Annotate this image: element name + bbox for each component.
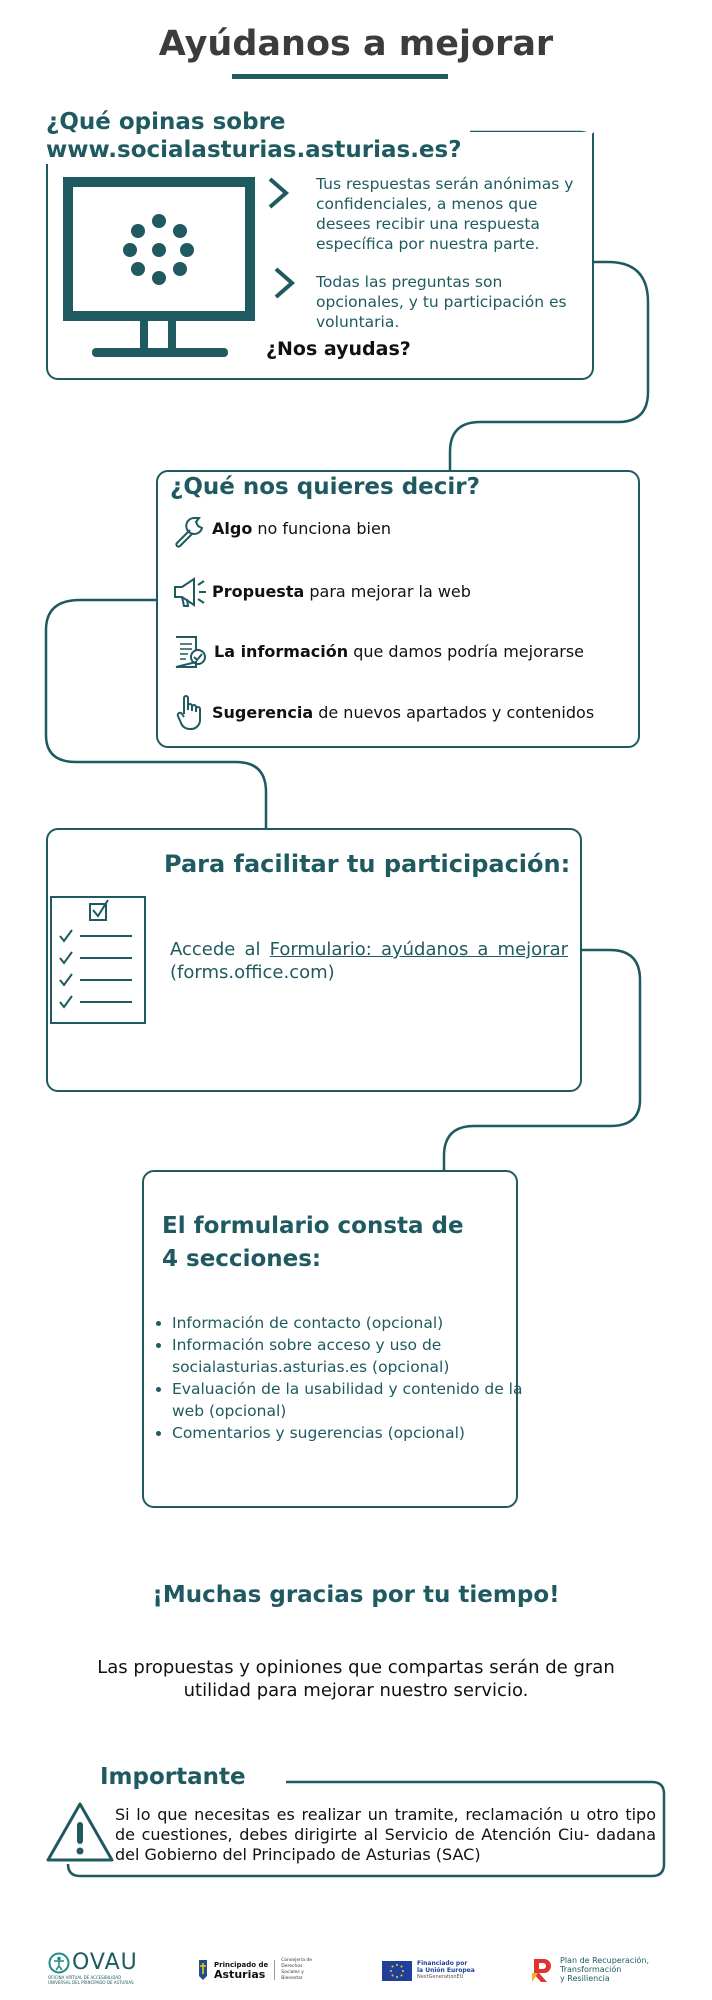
important-text: Si lo que necesitas es realizar un tramite, reclamación u otro tipo de cuestiones, debes dirigirte al Servicio de Atención Ciu- dadana del Gobierno del Principado de Asturias (SAC) xyxy=(115,1805,656,1864)
asturias-dept: Consejería de Derechos Sociales y Bienestar xyxy=(281,1958,313,1981)
asturias-logo xyxy=(196,1958,321,1982)
ovau-subtitle: OFICINA VIRTUAL DE ACCESIBILIDAD UNIVERSAL DEL PRINCIPADO DE ASTURIAS xyxy=(48,1975,134,1985)
form-sections-heading: El formulario consta de 4 secciones: xyxy=(162,1213,464,1272)
eu-line3: NextGenerationEU xyxy=(417,1974,464,1980)
ovau-text: OVAU xyxy=(72,1950,138,1975)
list-item: • Información sobre acceso y uso de socialasturias.asturias.es (opcional) xyxy=(172,1334,536,1378)
intro-question-line1: ¿Qué opinas sobre xyxy=(46,109,286,135)
accessibility-icon xyxy=(48,1952,70,1974)
ovau-logo xyxy=(48,1950,138,1985)
page-title: Ayúdanos a mejorar xyxy=(158,24,554,64)
asturias-cross-icon xyxy=(196,1959,210,1981)
thanks-text: Las propuestas y opiniones que compartas serán de gran utilidad para mejorar nuestro servicio. xyxy=(97,1657,615,1701)
list-item: • Comentarios y sugerencias (opcional) xyxy=(172,1422,536,1444)
recovery-line2: Transformación xyxy=(560,1965,622,1974)
recovery-line1: Plan de Recuperación, xyxy=(560,1956,650,1965)
participation-suffix: (forms.office.com) xyxy=(170,962,335,983)
intro-question-line2: www.socialasturias.asturias.es? xyxy=(46,137,462,163)
eu-line1: Financiado por xyxy=(417,1960,468,1967)
tell-us-heading: ¿Qué nos quieres decir? xyxy=(170,474,480,500)
tell-us-item-rest: no funciona bien xyxy=(252,519,391,538)
tell-us-item-rest: de nuevos apartados y contenidos xyxy=(313,703,595,722)
recovery-plan-icon xyxy=(530,1957,556,1983)
tell-us-item-rest: que damos podría mejorarse xyxy=(348,642,584,661)
tell-us-item-rest: para mejorar la web xyxy=(304,582,471,601)
intro-point-optional: Todas las preguntas son opcionales, y tu participación es voluntaria. xyxy=(316,273,567,331)
eu-logo xyxy=(382,1960,475,1981)
warning-icon xyxy=(44,1800,116,1864)
form-link[interactable]: Formulario: ayúdanos a mejorar xyxy=(269,939,568,960)
tell-us-item-bold: Propuesta xyxy=(212,582,305,601)
list-item: • Evaluación de la usabilidad y contenido de la web (opcional) xyxy=(172,1378,536,1422)
recovery-line3: y Resiliencia xyxy=(560,1974,610,1983)
eu-line2: la Unión Europea xyxy=(417,1967,475,1974)
asturias-line2: Asturias xyxy=(214,1968,266,1981)
intro-point-anonymity: Tus respuestas serán anónimas y confidenciales, a menos que desees recibir una respuesta específica por nuestra parte. xyxy=(316,175,574,253)
tell-us-item-bold: La información xyxy=(214,642,349,661)
important-heading: Importante xyxy=(100,1764,246,1790)
tell-us-item-bold: Algo xyxy=(212,519,253,538)
intro-cta: ¿Nos ayudas? xyxy=(266,338,411,360)
asturias-line1: Principado de xyxy=(214,1961,269,1969)
participation-heading: Para facilitar tu participación: xyxy=(164,850,571,878)
thanks-heading: ¡Muchas gracias por tu tiempo! xyxy=(152,1582,560,1608)
participation-prefix: Accede al xyxy=(170,939,270,960)
recovery-plan-logo xyxy=(530,1956,649,1983)
list-item: • Información de contacto (opcional) xyxy=(172,1312,536,1334)
eu-flag-icon xyxy=(382,1961,412,1981)
tell-us-item-bold: Sugerencia xyxy=(212,703,314,722)
